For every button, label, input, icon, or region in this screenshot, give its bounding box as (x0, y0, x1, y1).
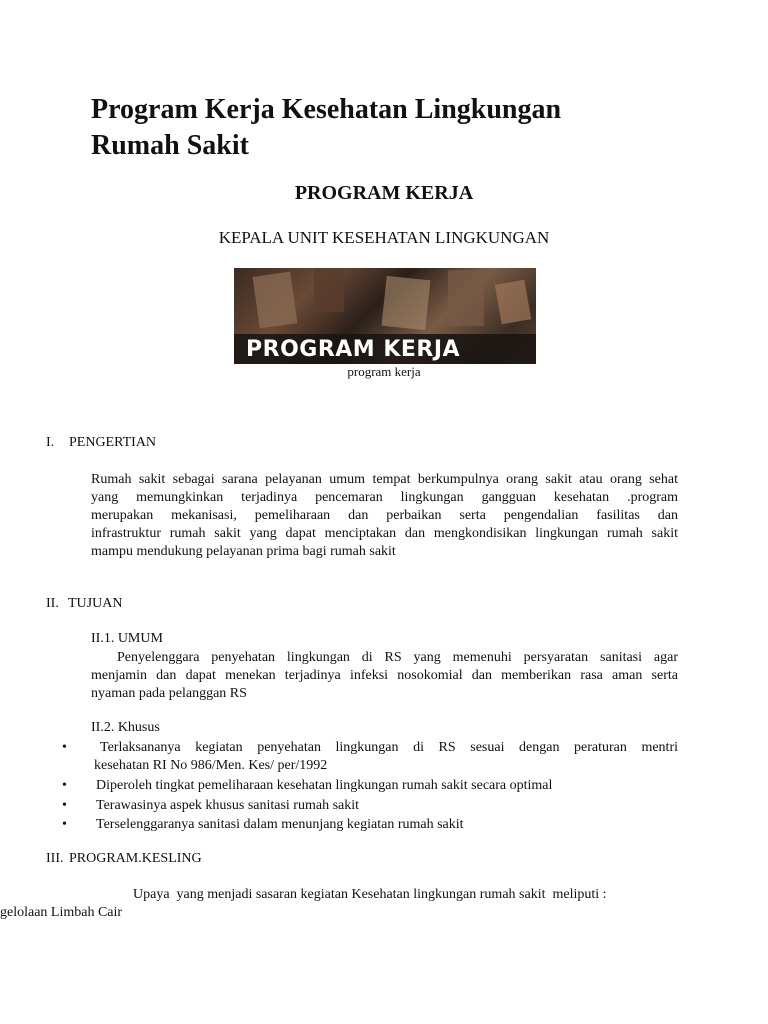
paragraph-line: nyaman pada pelanggan RS (91, 686, 247, 701)
paragraph-line: yang memungkinkan terjadinya pencemaran lingkungan gangguan kesehatan .program (91, 490, 678, 505)
section-3-title: PROGRAM.KESLING (69, 851, 202, 866)
bullet-icon: • (62, 817, 67, 832)
list-item (62, 739, 678, 777)
list-item-text: Terawasinya aspek khusus sanitasi rumah sakit (96, 797, 360, 813)
title-line-2: Rumah Sakit (91, 130, 249, 161)
image-caption: program kerja (347, 364, 421, 379)
bullet-icon: • (62, 797, 67, 813)
section-3-number: III. (46, 851, 64, 866)
list-item (62, 797, 678, 817)
program-kerja-banner-image (234, 268, 536, 364)
banner-text: PROGRAM KERJA (246, 337, 461, 362)
khusus-list (62, 739, 678, 836)
bullet-icon: • (62, 778, 67, 793)
umum-label: II.1. UMUM (91, 631, 163, 646)
banner-letter-block (448, 270, 484, 326)
section-2-title: TUJUAN (68, 596, 123, 611)
paragraph-line: mampu mendukung pelayanan prima bagi rumah sakit (91, 544, 396, 559)
banner-letter-block (382, 276, 431, 330)
paragraph-line: menjamin dan dapat menekan terjadinya infeksi nosokomial dan memberikan rasa aman serta (91, 668, 678, 683)
section-1-title: PENGERTIAN (69, 435, 157, 450)
paragraph-line: Rumah sakit sebagai sarana pelayanan umum tempat berkumpulnya orang sakit atau orang sehat (91, 472, 678, 487)
section-1-number: I. (46, 435, 55, 450)
section-2-number: II. (46, 596, 59, 611)
bullet-icon: • (62, 740, 67, 755)
list-item-text (94, 739, 678, 775)
paragraph-line: Penyelenggara penyehatan lingkungan di RS yang memenuhi persyaratan sanitasi agar (117, 650, 678, 665)
program-kerja-heading: PROGRAM KERJA (294, 182, 474, 204)
document-title (91, 92, 691, 164)
section-3-item-cut: gelolaan Limbah Cair (0, 905, 123, 920)
umum-paragraph (91, 649, 678, 703)
khusus-label: II.2. Khusus (91, 720, 160, 735)
banner-letter-block (314, 268, 344, 312)
paragraph-line: infrastruktur rumah sakit yang dapat menciptakan dan mengkondisikan lingkungan rumah sakit (91, 526, 678, 541)
paragraph-line: merupakan mekanisasi, pemeliharaan dan perbaikan serta pengendalian fasilitas dan (91, 508, 678, 523)
banner-letter-block (495, 280, 531, 325)
list-item-text: Terselenggaranya sanitasi dalam menunjang kegiatan rumah sakit (96, 817, 464, 832)
list-item-line: Terlaksananya kegiatan penyehatan lingkungan di RS sesuai dengan peraturan mentri (100, 740, 678, 755)
section-3-intro: Upaya yang menjadi sasaran kegiatan Kesehatan lingkungan rumah sakit meliputi : (133, 887, 607, 902)
section-1-paragraph (91, 471, 678, 561)
banner-letter-block (253, 272, 298, 329)
list-item (62, 816, 678, 836)
list-item-text: Diperoleh tingkat pemeliharaan kesehatan lingkungan rumah sakit secara optimal (96, 778, 553, 793)
list-item (62, 777, 678, 797)
kepala-unit-heading: KEPALA UNIT KESEHATAN LINGKUNGAN (218, 228, 550, 247)
list-item-line: kesehatan RI No 986/Men. Kes/ per/1992 (94, 758, 328, 773)
title-line-1: Program Kerja Kesehatan Lingkungan (91, 94, 562, 125)
